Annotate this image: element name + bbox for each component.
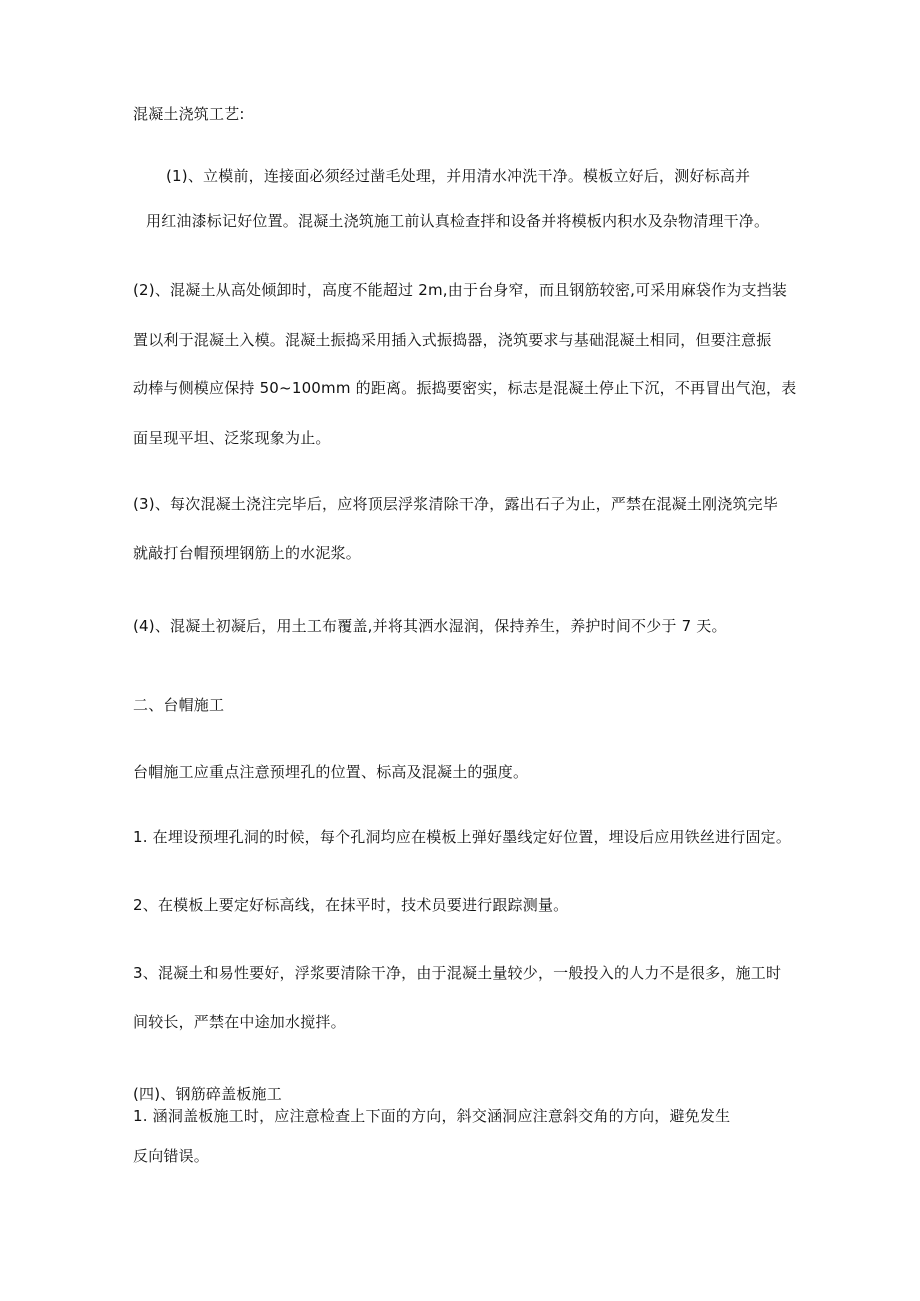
paragraph-line: 面呈现平坦、泛浆现象为止。 <box>133 429 331 447</box>
paragraph-line: 动棒与侧模应保持 50~100mm 的距离。振捣要密实，标志是混凝土停止下沉，不再冒出气泡，表 <box>133 379 797 397</box>
paragraph-line: (1)、立模前，连接面必须经过凿毛处理，并用清水冲洗干净。模板立好后，测好标高并 <box>166 167 751 185</box>
paragraph-line: (3)、每次混凝土浇注完毕后，应将顶层浮浆清除干净，露出石子为止，严禁在混凝土刚浇筑完毕 <box>133 495 779 513</box>
paragraph-line: 置以利于混凝土入模。混凝土振捣采用插入式振捣器，浇筑要求与基础混凝土相同，但要注意振 <box>133 331 772 349</box>
list-item: 2、在模板上要定好标高线，在抹平时，技术员要进行跟踪测量。 <box>133 896 569 914</box>
list-item-continuation: 反向错误。 <box>133 1147 210 1165</box>
list-item-continuation: 间较长，严禁在中途加水搅拌。 <box>133 1013 346 1031</box>
paragraph-line: 就敲打台帽预埋钢筋上的水泥浆。 <box>133 544 362 562</box>
section-heading-concrete-pouring: 混凝土浇筑工艺: <box>133 105 245 123</box>
section-heading-cover-plate: (四)、钢筋碎盖板施工 <box>133 1085 282 1103</box>
paragraph-line: (4)、混凝土初凝后，用土工布覆盖,并将其洒水湿润，保持养生，养护时间不少于 7 天。 <box>133 617 727 635</box>
section-heading-pier-cap: 二、台帽施工 <box>133 696 225 714</box>
paragraph-line: (2)、混凝土从高处倾卸时，高度不能超过 2m,由于台身窄，而且钢筋较密,可采用麻袋作为支挡装 <box>133 281 788 299</box>
list-item: 1. 涵洞盖板施工时，应注意检查上下面的方向，斜交涵洞应注意斜交角的方向，避免发生 <box>133 1107 731 1125</box>
list-item: 1. 在埋设预埋孔洞的时候，每个孔洞均应在模板上弹好墨线定好位置，埋设后应用铁丝进行固定。 <box>133 828 792 846</box>
paragraph-line: 用红油漆标记好位置。混凝土浇筑施工前认真检查拌和设备并将模板内积水及杂物清理干净。 <box>146 212 770 230</box>
paragraph-line: 台帽施工应重点注意预埋孔的位置、标高及混凝土的强度。 <box>133 763 529 781</box>
list-item: 3、混凝土和易性要好，浮浆要清除干净，由于混凝土量较少，一般投入的人力不是很多，施工时 <box>133 964 782 982</box>
